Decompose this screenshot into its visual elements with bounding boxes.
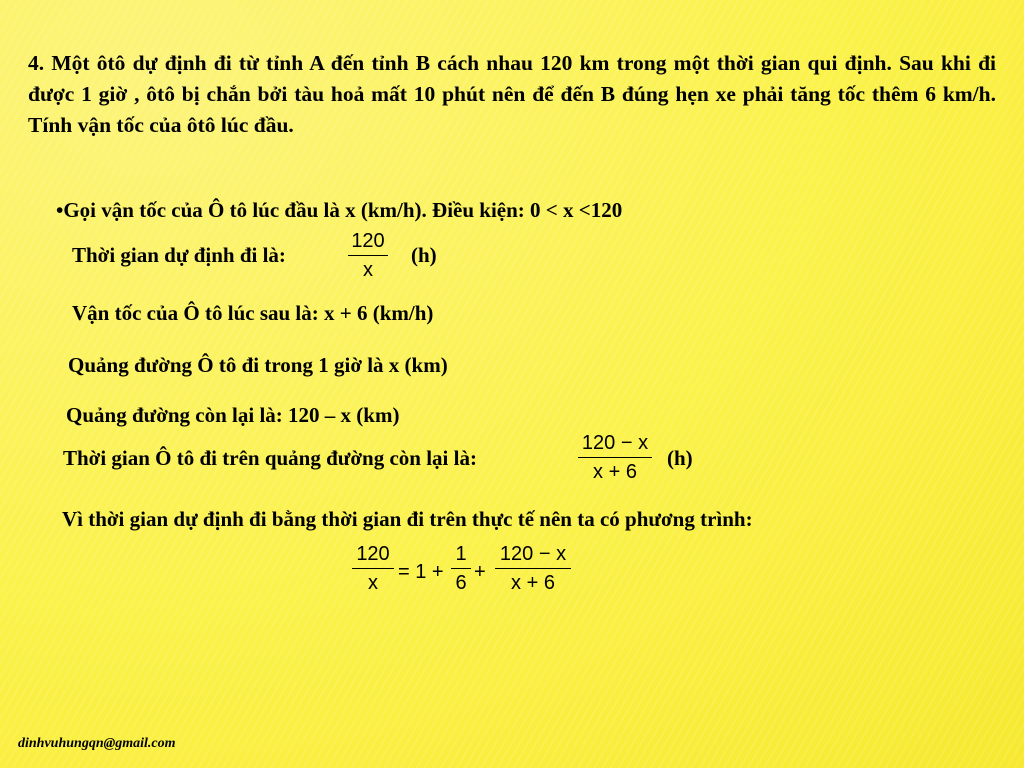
equals-one-plus: = 1 +: [398, 561, 444, 583]
fraction-numerator: 120: [356, 543, 390, 565]
equation-rhs-fraction: [495, 543, 571, 595]
fraction-denominator: 6: [455, 572, 467, 594]
fraction-numerator: 120: [351, 230, 385, 252]
later-speed-line: Vận tốc của Ô tô lúc sau là: x + 6 (km/h): [72, 301, 434, 325]
solution-line-let-x: •Gọi vận tốc của Ô tô lúc đầu là x (km/h). Điều kiện: 0 < x <120: [56, 198, 623, 222]
equation-middle-fraction: [451, 543, 471, 595]
fraction-bar: [495, 568, 571, 569]
first-hour-distance-line: Quảng đường Ô tô đi trong 1 giờ là x (km): [68, 353, 448, 377]
fraction-bar: [451, 568, 471, 569]
equation: [352, 543, 582, 607]
remaining-time-unit: (h): [667, 446, 693, 470]
fraction-denominator: x + 6: [511, 572, 555, 594]
fraction-bar: [348, 255, 388, 256]
fraction-numerator: 120 − x: [581, 432, 649, 454]
fraction-bar: [578, 457, 652, 458]
problem-statement: 4. Một ôtô dự định đi từ tỉnh A đến tỉnh B cách nhau 120 km trong một thời gian qui định. Sau khi đi được 1 giờ , ôtô bị chắn bởi tàu hoả mất 10 phút nên để đến B đúng hẹn xe phải tăng tốc thêm 6 km/h. Tính vận tốc của ôtô lúc đầu.: [28, 51, 996, 137]
plus-sign: +: [474, 561, 486, 583]
fraction-numerator: 120 − x: [499, 543, 567, 565]
author-email: dinhvuhungqn@gmail.com: [18, 736, 176, 751]
equation-intro-line: Vì thời gian dự định đi bằng thời gian đi trên thực tế nên ta có phương trình:: [62, 507, 753, 531]
remaining-time-fraction: [578, 432, 652, 484]
fraction-denominator: x: [368, 572, 378, 594]
remaining-time-label: Thời gian Ô tô đi trên quảng đường còn lại là:: [63, 446, 477, 470]
fraction-bar: [352, 568, 394, 569]
fraction-denominator: x: [363, 259, 373, 281]
fraction-numerator: 1: [455, 543, 467, 565]
fraction-denominator: x + 6: [593, 461, 637, 483]
planned-time-fraction: [348, 230, 388, 282]
planned-time-label: Thời gian dự định đi là:: [72, 243, 286, 267]
remaining-distance-line: Quảng đường còn lại là: 120 – x (km): [66, 403, 400, 427]
planned-time-unit: (h): [411, 243, 437, 267]
equation-lhs-fraction: [352, 543, 394, 595]
